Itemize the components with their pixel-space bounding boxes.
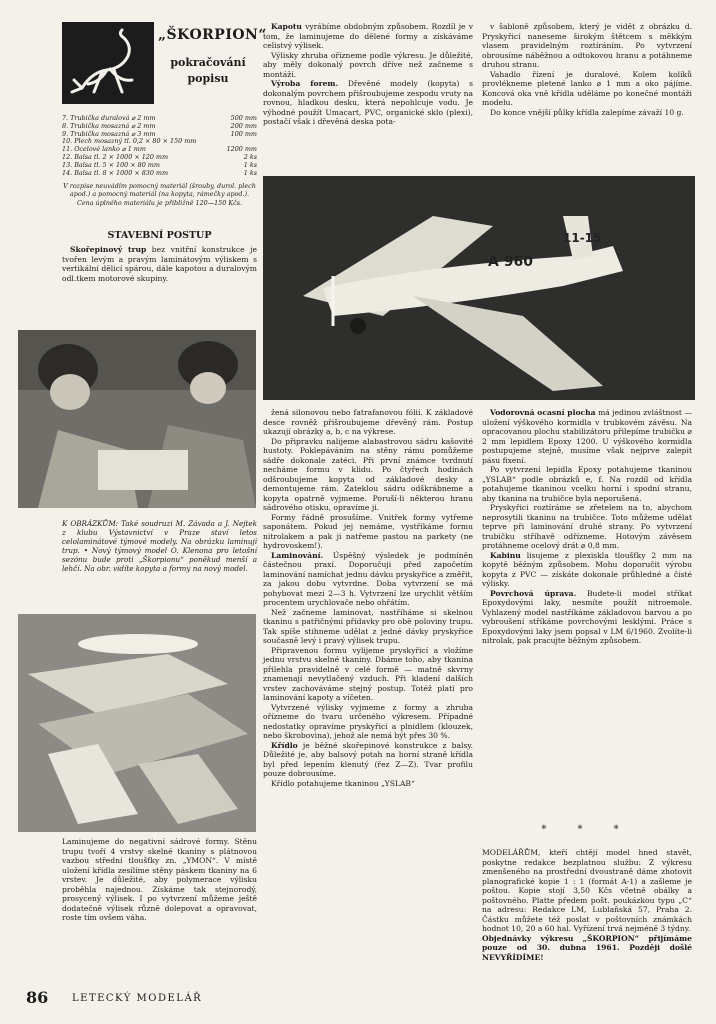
page-number: 86 — [26, 988, 49, 1007]
materials-price: Cena úplného materiálu je přibližně 120—150 Kčs. — [76, 199, 243, 208]
section-separator: * * * — [541, 824, 633, 835]
paragraph-text: Budete-li model stříkat Epoxydovými laky, nesmíte použít nitroemole. Vyhlazený model nastříkáme základovou barvou a po vybroušení stříkáme povrchovými lesklými. Práce s Epoxydovými laky jsem popsal v LM 6/1960. Zvolíte-li nitrolak, pak pracujte běžným způsobem. — [482, 588, 692, 645]
paragraph-lead: Laminování. — [271, 550, 324, 560]
paragraph — [263, 551, 473, 608]
paragraph-text: Křídlo potahujeme tkaninou „YSLAB“ — [271, 778, 415, 788]
column3-top-text — [482, 22, 692, 117]
materials-table — [62, 115, 257, 177]
paragraph-text: Výlisky zhruba ořízneme podle výkresu. Je důležité, aby měly dokonalý povrch dříve než začneme s montáží. — [263, 50, 473, 79]
paragraph-text: Po vytvrzení lepidla Epoxy potahujeme tkaninou „YSLAB“ podle obrázků e, f. Na rozdíl od křídla potahujeme tkaninou vcelku horní i spodní stranu, aby tkanina na trubičce byla neporušená. — [482, 465, 692, 503]
material-row — [62, 170, 257, 178]
photo-workers-laminating — [18, 330, 256, 508]
paragraph — [482, 408, 692, 465]
paragraph-text: vyrábíme obdobným způsobem. Rozdíl je v tom, že laminujeme do dělené formy a získáváme celistvý výlisek. — [263, 22, 473, 50]
column2-bottom-text — [263, 408, 473, 788]
column3-bottom-text — [482, 408, 692, 646]
materials-note: V rozpise neuvádím pomocný materiál (šrouby, durol. plech apod.) a pomocný materiál (na kopyta, rámečky apod.). — [63, 182, 256, 199]
paragraph — [263, 437, 473, 513]
paragraph-lead: Kabinu — [490, 550, 521, 560]
paragraph — [263, 51, 473, 80]
magazine-name: LETECKÝ MODELÁŘ — [72, 993, 203, 1004]
photo-forms-and-molds — [18, 614, 256, 832]
material-name: 11. Ocelové lanko ⌀ 1 mm — [62, 145, 146, 154]
paragraph-text: žená silonovou nebo fatrafanovou fólií. K základové desce rovněž přišroubujeme dřevěný rám. Postup ukazují obrázky a, b, c na výkrese. — [263, 408, 473, 436]
scorpion-logo — [62, 22, 154, 104]
paragraph — [263, 646, 473, 703]
paragraph-text: v šabloně způsobem, který je vidět z obrázku d. Pryskyřicí naneseme širokým štětcem s měkkým vlasem pravidelným roztíráním. Po vytvrzení obrousíme náběžnou a odtokovou hranu a potáhneme druhou stranu. — [482, 22, 692, 69]
paragraph-lead: Povrchová úprava. — [490, 588, 577, 598]
article-subtitle-2: popisu — [187, 72, 229, 85]
paragraph — [482, 108, 692, 118]
paragraph-text: Pryskyřici roztíráme se zřetelem na to, abychom neprosytili tkaninu na trubičce. Toto můžeme udělat teprve při laminování druhé strany. Po vytvrzení trubičku stříhavě odřízneme. Hotovým závěsem protáhneme ocelový drát ⌀ 0,8 mm. — [482, 503, 692, 550]
paragraph — [482, 70, 692, 108]
paragraph — [482, 551, 692, 589]
article-title: „ŠKORPION“ — [158, 27, 267, 43]
paragraph-lead: Vodorovná ocasní plocha — [490, 408, 596, 417]
material-name: 9. Trubička mosazná ⌀ 3 mm — [62, 129, 156, 138]
paragraph-text: lisujeme z plexiskla tloušťky 2 mm na kopytě běžným způsobem. Mohu doporučit výrobu kopyta z PVC — získáte dokonale průhledné a čisté výlisky. — [482, 550, 692, 588]
paragraph-text: Úspěšný výsledek je podmíněn částečnou praxí. Doporučuji před započetím laminování namíchat jednu dávku pryskyřice a změřit, za jakou dobu vytvrdne. Doba vytvrzení se má pohybovat mezi 2—3 h. Vytvrzení lze urychlit větším procentem urychlovače nebo ohřátím. — [263, 550, 473, 607]
caption-photo-1 — [62, 519, 257, 573]
paragraph-text: Připravenou formu vylijeme pryskyřicí a vložíme jednu vrstvu skelné tkaniny. Dbáme toho, aby tkanina přilehla pravidelně v celé formě — matně skvrny znamenají nevytlačený vzduch. Při kladení dalších vrstev zachováváme stejný postup. Totéž platí pro laminování kapoty a víčeten. — [263, 645, 473, 702]
material-quantity: 2 ks — [243, 152, 257, 161]
materials-list — [62, 115, 257, 207]
paragraph-lead: Křídlo — [271, 740, 298, 750]
paragraph-text: Formy řádně prosušíme. Vnitřek formy vytřeme saponátem. Pokud jej nemáme, vystříkáme formu nitrolakem a pak ji natřeme pastou na parkety (ne hydrovoskem!). — [263, 512, 473, 550]
material-name: 13. Balsa tl. 5 × 100 × 80 mm — [62, 160, 160, 169]
paragraph-text: má jedinou zvláštnost — uložení výškového kormidla v trubkovém závěsu. Na opracovanou plochu stabilizátoru přilepíme trubičku ⌀ 2 mm lepidlem Epoxy 1200. U výškového kormidla postupujeme stejně, musíme však nejprve zalepit pásu fixení. — [482, 408, 692, 465]
caption-photo-2: Laminujeme do negativní sádrové formy. Stěnu trupu tvoří 4 vrstvy skelné tkaniny s plátnovou vazbou střední tloušťky zn. „YMON“. V místě uložení křídla zesílíme stěny páskem tkaniny na 6 vrstev. Je důležité, aby polymerace výlisku proběhla najednou. Získáme tak stejnorodý, prosycený výlisek. I po vytvrzení můžeme ještě dodatečně výlisek různě dolepovat a opravovat, roste tím ovšem váha. — [62, 837, 257, 922]
paragraph-lead: Výroba forem. — [271, 79, 339, 88]
paragraph-text: Než začneme laminovat, nastříháme si skelnou tkaninu s patřičnými přídavky pro obě poloviny trupu. Tak spíše stihneme udělat z jedné dávky pryskyřice současně levý i pravý výlisek trupu. — [263, 607, 473, 645]
paragraph — [482, 503, 692, 551]
material-quantity: 200 mm — [230, 121, 257, 130]
paragraph — [482, 589, 692, 646]
notice-bold-text — [482, 934, 692, 963]
material-quantity: 500 mm — [230, 114, 257, 122]
material-name: 12. Balsa tl. 2 × 1000 × 120 mm — [62, 152, 169, 161]
paragraph-text: Do konce vnější půlky křídla zalepíme závaží 10 g. — [490, 107, 684, 117]
paragraph — [263, 608, 473, 646]
paragraph — [263, 408, 473, 437]
material-name: 10. Plech mosazný tl. 0,2 × 80 × 150 mm — [62, 137, 197, 146]
article-subtitle-1: pokračování — [170, 56, 246, 69]
notice-box — [482, 848, 692, 962]
paragraph — [263, 703, 473, 741]
material-quantity: 1200 mm — [226, 145, 257, 154]
paragraph-text: Do připravku nalijeme alabastrovou sádru kašovité hustoty. Poklepáváním na stěny rámu pomůžeme sádře dokonale zatéci. Při první známce tvrdnutí necháme formu v klidu. Po čtyřech hodinách odšroubujeme kopyta od základové desky a demontujeme rám. Zateklou sádru odškrábneme a kopyta opatrně vyjmeme. Poruší-li některou hranu sádrového otisku, opravíme ji. — [263, 436, 473, 512]
paragraph-lead: Kapotu — [271, 22, 302, 31]
material-quantity: 1 ks — [243, 168, 257, 177]
material-name: 7. Trubička duralová ⌀ 2 mm — [62, 114, 156, 122]
plane-registration: A 960 — [488, 254, 533, 270]
paragraph — [263, 79, 473, 127]
material-name: 8. Trubička mosazná ⌀ 2 mm — [62, 121, 156, 130]
material-name: 14. Balsa tl. 8 × 1000 × 830 mm — [62, 168, 169, 177]
notice-text: MODELÁŘŮM, kteří chtějí model hned stavět, poskytne redakce bezplatnou službu: Z výkresu zmenšeného na prostřední dvoustraně dáme zhotovit planografické kopie 1 : 1 (formát A-1) a zašleme je poštou. Kopie stojí 3,50 Kčs včetně obálky a poštovného. Platte předem pošt. poukázkou typu „C“ na adresu: Redakce LM, Lublaňská 57, Praha 2. Částku můžete též poslat v poštovních známkách hodnot 10, 20 a 60 hal. Vyřízení trvá nejméně 3 týdny. — [482, 848, 692, 933]
paragraph-text: Vytvrzené výlisky vyjmeme z formy a zhruba ořízneme do tvaru určeného výkresem. Případné nedostatky opravíme pryskyřicí a plnidlem (klouzek, nebo škrobovina), jehož ale nemá být přes 30 %. — [263, 702, 473, 740]
paragraph-text: Dřevěné modely (kopyta) s dokonalým povrchem přišroubujeme zespodu vruty na rovnou, hladkou desku, která nepohlcuje vodu. Je výhodné použít Umacart, PVC, organické sklo (plexi), postačí však i dřevěná deska pota- — [263, 79, 474, 126]
material-quantity: 100 mm — [230, 129, 257, 138]
notice-deadline: Objednávky výkresu „ŠKORPION“ přijímáme pouze od 30. dubna 1961. Později došlé NEVYŘÍDÍME! — [482, 933, 692, 962]
intro-text: bez vnitřní konstrukce je tvořen levým a pravým laminátovým výliskem s vertikální dělicí spárou, dále kapotou a duralovým odl.tkem motorové skupiny. — [62, 245, 257, 283]
paragraph-text: je běžné skořepinové konstrukce z balsy. Důležité je, aby balsový potah na horní straně křídla byl před lepením klenutý (řez Z—Z). Tvar profilu pouze dobrousíme. — [263, 740, 473, 778]
caption-lead: K OBRÁZKŮM: — [62, 519, 119, 528]
paragraph — [482, 465, 692, 503]
paragraph — [263, 779, 473, 789]
material-quantity: 1 ks — [243, 160, 257, 169]
column1-intro — [62, 245, 257, 283]
paragraph — [263, 22, 473, 51]
section-heading: STAVEBNÍ POSTUP — [107, 230, 212, 241]
paragraph — [263, 741, 473, 779]
photo-airplane-model — [263, 176, 695, 400]
column2-top-text — [263, 22, 473, 127]
caption-text: Také soudruzi M. Závada a J. Nejtek z klubu Výstavnictví v Praze staví letos celolaminátové týmové modely. Na obrázku laminují trup. • Nový týmový model O. Klenona pro letošní sezónu bude proti „Škorpionu“ poněkud menší a lehčí. Na obr. vidíte kopyta a formy na nový model. — [62, 519, 257, 573]
plane-tail-number: 11-15 — [563, 231, 602, 245]
paragraph — [263, 513, 473, 551]
paragraph-text: Vahadlo řízení je duralové. Kolem kolíků provlékneme pletené lanko ⌀ 1 mm a oko pájíme. Koncová oka vně křídla uděláme po konečné montáži modelu. — [482, 69, 692, 107]
paragraph — [482, 22, 692, 70]
intro-bold: Skořepinový trup — [70, 245, 147, 254]
